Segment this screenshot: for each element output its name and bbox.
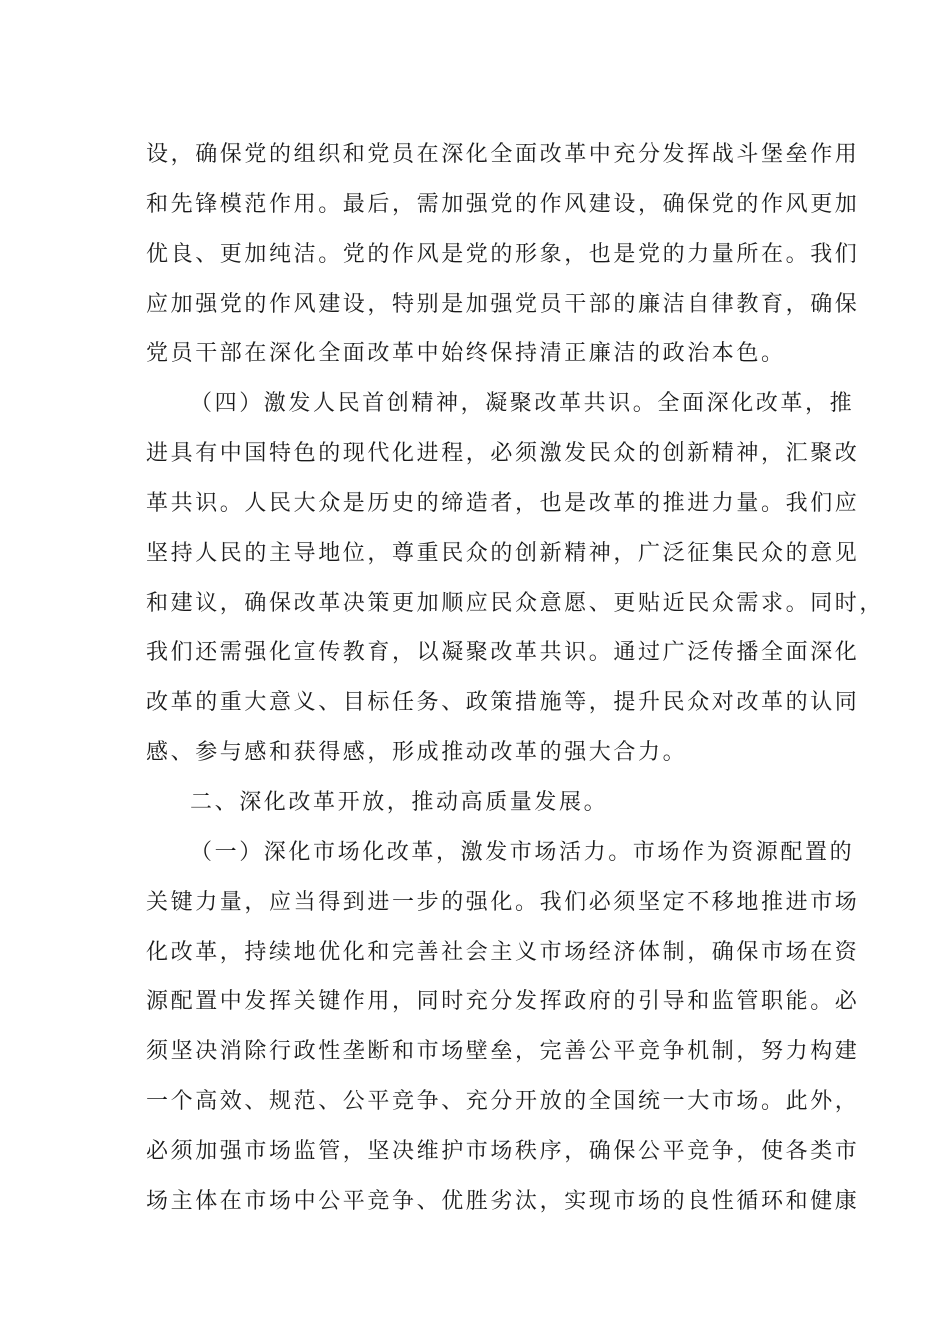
- text-line: 须坚决消除行政性垄断和市场壁垒，完善公平竞争机制，努力构建: [146, 1039, 860, 1065]
- text-line: 改革的重大意义、目标任务、政策措施等，提升民众对改革的认同: [146, 690, 860, 716]
- text-line: 一个高效、规范、公平竞争、充分开放的全国统一大市场。此外，: [146, 1089, 860, 1115]
- text-line: 化改革，持续地优化和完善社会主义市场经济体制，确保市场在资: [146, 939, 860, 965]
- text-line: 和先锋模范作用。最后，需加强党的作风建设，确保党的作风更加: [146, 191, 860, 217]
- paragraph-start-line: （一）深化市场化改革，激发市场活力。市场作为资源配置的: [190, 839, 855, 865]
- text-line: 和建议，确保改革决策更加顺应民众意愿、更贴近民众需求。同时，: [146, 590, 885, 616]
- text-line: 优良、更加纯洁。党的作风是党的形象，也是党的力量所在。我们: [146, 241, 860, 267]
- text-line: 必须加强市场监管，坚决维护市场秩序，确保公平竞争，使各类市: [146, 1138, 860, 1164]
- text-line: 应加强党的作风建设，特别是加强党员干部的廉洁自律教育，确保: [146, 291, 860, 317]
- text-line: 感、参与感和获得感，形成推动改革的强大合力。: [146, 740, 688, 766]
- text-line: 党员干部在深化全面改革中始终保持清正廉洁的政治本色。: [146, 341, 786, 367]
- section-heading: 二、深化改革开放，推动高质量发展。: [190, 789, 609, 815]
- paragraph-start-line: （四）激发人民首创精神，凝聚改革共识。全面深化改革，推: [190, 391, 855, 417]
- text-line: 关键力量，应当得到进一步的强化。我们必须坚定不移地推进市场: [146, 889, 860, 915]
- text-line: 我们还需强化宣传教育，以凝聚改革共识。通过广泛传播全面深化: [146, 640, 860, 666]
- text-line: 革共识。人民大众是历史的缔造者，也是改革的推进力量。我们应: [146, 490, 860, 516]
- text-line: 坚持人民的主导地位，尊重民众的创新精神，广泛征集民众的意见: [146, 540, 860, 566]
- text-line: 场主体在市场中公平竞争、优胜劣汰，实现市场的良性循环和健康: [146, 1188, 860, 1214]
- text-line: 设，确保党的组织和党员在深化全面改革中充分发挥战斗堡垒作用: [146, 142, 860, 167]
- body-text: [146, 130, 885, 1227]
- text-line: 源配置中发挥关键作用，同时充分发挥政府的引导和监管职能。必: [146, 989, 860, 1015]
- text-line: 进具有中国特色的现代化进程，必须激发民众的创新精神，汇聚改: [146, 441, 860, 467]
